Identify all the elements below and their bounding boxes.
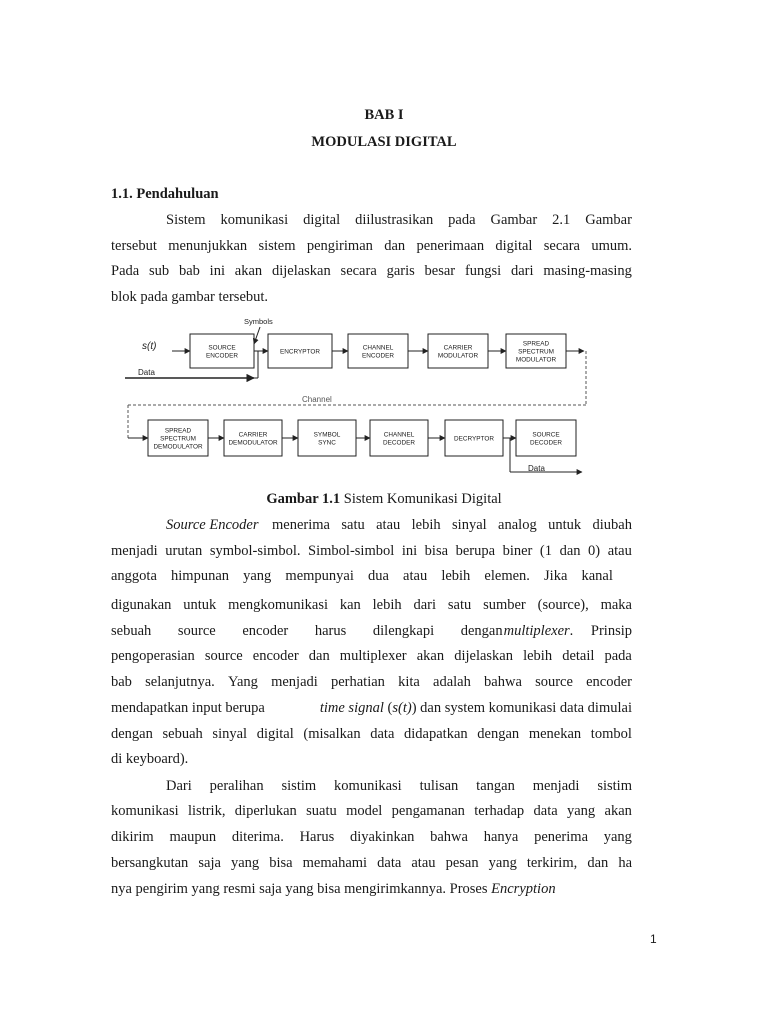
word: 0) bbox=[588, 543, 601, 559]
word: lebih bbox=[372, 597, 402, 613]
block-label: SPREAD bbox=[164, 427, 192, 435]
word: penerima bbox=[534, 829, 589, 845]
word: dari bbox=[413, 597, 437, 613]
block-label: CARRIER bbox=[443, 344, 473, 352]
word: diyakinkan bbox=[349, 829, 415, 845]
word: yang bbox=[230, 855, 260, 871]
output-data-label: Data bbox=[528, 464, 545, 473]
para1-line2 bbox=[111, 237, 632, 255]
word: atau bbox=[403, 568, 428, 584]
word: pengiriman bbox=[306, 238, 373, 254]
word: sumber bbox=[483, 597, 526, 613]
word: (1 bbox=[539, 543, 553, 559]
word: digital bbox=[303, 212, 341, 228]
block-label: SOURCE bbox=[208, 344, 236, 352]
word: (misalkan bbox=[303, 726, 361, 742]
word: dijelaskan bbox=[271, 263, 331, 279]
word: saja bbox=[198, 855, 221, 871]
word: detail bbox=[562, 648, 595, 664]
word: Harus bbox=[299, 829, 335, 845]
word: sub bbox=[148, 263, 170, 279]
para2-line1-rest: menerima satu atau lebih sinyal analog untuk diubah bbox=[272, 517, 632, 533]
word: pesan bbox=[445, 855, 479, 871]
word: diterima. bbox=[231, 829, 284, 845]
word: digital bbox=[495, 238, 533, 254]
word: umum. bbox=[591, 238, 632, 254]
para1-line1 bbox=[166, 211, 632, 229]
para2-line8-post: ) dan system komunikasi data dimulai bbox=[411, 700, 632, 716]
word: kita bbox=[398, 674, 420, 690]
word: tombol bbox=[590, 726, 632, 742]
block-label: SYNC bbox=[318, 439, 336, 447]
word: symbol-simbol. bbox=[209, 543, 301, 559]
para3-line5 bbox=[111, 880, 556, 898]
para2-line10: di keyboard). bbox=[111, 751, 189, 767]
word: mengkomunikasi bbox=[228, 597, 329, 613]
block-diagram bbox=[120, 312, 600, 478]
word: model bbox=[346, 803, 383, 819]
word: fungsi bbox=[464, 263, 502, 279]
word: perhatian bbox=[330, 674, 385, 690]
chapter-title: MODULASI DIGITAL bbox=[311, 134, 457, 150]
word: digital bbox=[256, 726, 294, 742]
word: dua bbox=[368, 568, 389, 584]
para2-line5 bbox=[111, 622, 632, 640]
block-label: DECODER bbox=[530, 439, 562, 447]
word: yang bbox=[567, 803, 596, 819]
word: maupun bbox=[169, 829, 217, 845]
st-term: s(t) bbox=[392, 700, 412, 716]
multiplexer-term: multiplexer bbox=[503, 623, 570, 639]
word: pengamanan bbox=[391, 803, 465, 819]
caption-label: Gambar 1.1 bbox=[266, 491, 341, 507]
word: komunikasi bbox=[220, 212, 289, 228]
section-heading: 1.1. Pendahuluan bbox=[111, 186, 219, 202]
word: ha bbox=[618, 855, 632, 871]
word: himpunan bbox=[171, 568, 230, 584]
word: diilustrasikan bbox=[355, 212, 434, 228]
word: yang bbox=[243, 568, 272, 584]
word: masing-masing bbox=[543, 263, 632, 279]
word: selanjutnya. bbox=[145, 674, 215, 690]
block-label: DEMODULATOR bbox=[153, 443, 203, 451]
word: mempunyai bbox=[285, 568, 354, 584]
word: satu bbox=[447, 597, 472, 613]
block-label: DEMODULATOR bbox=[228, 439, 278, 447]
para3-line4 bbox=[111, 854, 632, 872]
word: digunakan bbox=[111, 597, 172, 613]
word: dan bbox=[308, 648, 330, 664]
para1-line3 bbox=[111, 262, 632, 280]
word: tersebut bbox=[111, 238, 157, 254]
word: penerimaan bbox=[416, 238, 485, 254]
chapter-label: BAB I bbox=[364, 107, 404, 123]
word: urutan bbox=[165, 543, 203, 559]
para2-line8-pre: mendapatkan input berupa bbox=[111, 700, 265, 716]
word: menjadi bbox=[111, 543, 158, 559]
word: dikirim bbox=[111, 829, 154, 845]
word: source bbox=[535, 674, 573, 690]
word: (source), bbox=[537, 597, 589, 613]
word: bisa bbox=[269, 855, 293, 871]
word: suatu bbox=[306, 803, 337, 819]
para2-line1 bbox=[166, 516, 632, 534]
input-data-label: Data bbox=[138, 368, 155, 377]
word: akan bbox=[234, 263, 263, 279]
word: secara bbox=[340, 263, 377, 279]
word: bab bbox=[111, 674, 132, 690]
word: sistem bbox=[258, 238, 296, 254]
word: diperlukan bbox=[234, 803, 297, 819]
word: bahwa bbox=[484, 674, 522, 690]
block-label: SPREAD bbox=[522, 340, 550, 348]
para2-line5-post: . Prinsip bbox=[569, 623, 632, 639]
word: Pada bbox=[111, 263, 140, 279]
word: ini bbox=[401, 543, 418, 559]
word: sebuah bbox=[162, 726, 203, 742]
word: bahwa bbox=[430, 829, 468, 845]
word: Jika bbox=[544, 568, 568, 584]
word: adalah bbox=[433, 674, 471, 690]
word: terkirim, bbox=[526, 855, 578, 871]
word: dengan bbox=[477, 726, 520, 742]
block-label: SPECTRUM bbox=[518, 348, 554, 356]
block-label: ENCRYPTOR bbox=[280, 348, 320, 356]
caption-text: Sistem Komunikasi Digital bbox=[343, 491, 502, 507]
word: Yang bbox=[227, 674, 258, 690]
word: source bbox=[204, 648, 243, 664]
word: kan bbox=[339, 597, 361, 613]
para1-line4: blok pada gambar tersebut. bbox=[111, 289, 269, 305]
word: Gambar bbox=[490, 212, 538, 228]
word: anggota bbox=[111, 568, 157, 584]
word: dijelaskan bbox=[454, 648, 513, 664]
para3-line2 bbox=[111, 802, 632, 820]
time-signal-term: time signal bbox=[319, 700, 384, 716]
word: peralihan bbox=[209, 778, 264, 794]
word: sistim bbox=[597, 778, 632, 794]
word: menjadi bbox=[532, 778, 580, 794]
word: Dari bbox=[166, 778, 192, 794]
word: bab bbox=[178, 263, 200, 279]
block-label: SPECTRUM bbox=[160, 435, 196, 443]
word: memahami bbox=[302, 855, 368, 871]
word: tangan bbox=[476, 778, 515, 794]
word: Simbol-simbol bbox=[308, 543, 395, 559]
encryption-term: Encryption bbox=[491, 881, 556, 897]
word: 2.1 bbox=[552, 212, 571, 228]
word: berupa bbox=[455, 543, 496, 559]
word: menekan bbox=[528, 726, 582, 742]
word: akan bbox=[604, 803, 632, 819]
word: kanal bbox=[581, 568, 613, 584]
word: akan bbox=[416, 648, 445, 664]
para3-line1 bbox=[166, 777, 632, 795]
word: bisa bbox=[424, 543, 449, 559]
word: listrik, bbox=[188, 803, 226, 819]
block-label: CARRIER bbox=[238, 431, 268, 439]
input-signal-label: s(t) bbox=[142, 341, 157, 352]
figure-caption bbox=[0, 491, 768, 508]
block-label: SOURCE bbox=[532, 431, 560, 439]
block-label: CHANNEL bbox=[383, 431, 415, 439]
paren-open: ( bbox=[387, 700, 393, 716]
word: data bbox=[370, 726, 395, 742]
word: besar bbox=[424, 263, 456, 279]
word: menunjukkan bbox=[168, 238, 248, 254]
channel-label: Channel bbox=[302, 395, 332, 404]
word: komunikasi bbox=[111, 803, 179, 819]
word: pada bbox=[448, 212, 476, 228]
word: terhadap bbox=[474, 803, 525, 819]
word: dari bbox=[510, 263, 534, 279]
word: elemen. bbox=[484, 568, 530, 584]
word: data bbox=[533, 803, 558, 819]
word: dan bbox=[384, 238, 406, 254]
para2-line6 bbox=[111, 647, 632, 665]
word: encoder bbox=[586, 674, 632, 690]
block-label: ENCODER bbox=[206, 352, 238, 360]
word: untuk bbox=[183, 597, 217, 613]
block-label: ENCODER bbox=[362, 352, 394, 360]
word: garis bbox=[386, 263, 415, 279]
block-label: CHANNEL bbox=[362, 344, 394, 352]
word: didapatkan bbox=[404, 726, 468, 742]
word: hanya bbox=[483, 829, 519, 845]
word: komunikasi bbox=[334, 778, 402, 794]
source-encoder-term: Source Encoder bbox=[166, 517, 259, 533]
word: biner bbox=[502, 543, 533, 559]
word: lebih bbox=[441, 568, 471, 584]
para2-line9 bbox=[111, 725, 632, 743]
block-label: SYMBOL bbox=[313, 431, 341, 439]
block-label: MODULATOR bbox=[515, 356, 557, 364]
word: dan bbox=[559, 543, 581, 559]
para2-line3 bbox=[111, 567, 613, 585]
word: maka bbox=[600, 597, 632, 613]
word: Sistem bbox=[166, 212, 206, 228]
para2-line8 bbox=[111, 699, 632, 717]
word: atau bbox=[607, 543, 632, 559]
para2-line5-pre: sebuah source encoder harus dilengkapi dengan bbox=[111, 623, 503, 639]
word: tulisan bbox=[419, 778, 459, 794]
word: multiplexer bbox=[339, 648, 407, 664]
para2-line7 bbox=[111, 673, 632, 691]
word: bersangkutan bbox=[111, 855, 189, 871]
block-label: DECRYPTOR bbox=[454, 435, 494, 443]
para2-line4 bbox=[111, 596, 632, 614]
word: encoder bbox=[252, 648, 299, 664]
word: yang bbox=[603, 829, 632, 845]
block-label: MODULATOR bbox=[437, 352, 479, 360]
word: atau bbox=[411, 855, 436, 871]
block-label: DECODER bbox=[383, 439, 415, 447]
word: sinyal bbox=[212, 726, 248, 742]
word: ini bbox=[209, 263, 225, 279]
word: yang bbox=[488, 855, 517, 871]
symbols-label: Symbols bbox=[244, 317, 273, 326]
word: menjadi bbox=[271, 674, 318, 690]
word: dan bbox=[587, 855, 609, 871]
word: secara bbox=[543, 238, 580, 254]
page-number: 1 bbox=[650, 932, 657, 946]
word: sistim bbox=[281, 778, 317, 794]
word: pada bbox=[604, 648, 632, 664]
para3-line5-pre: nya pengirim yang resmi saja yang bisa mengirimkannya. Proses bbox=[111, 881, 488, 897]
para2-line2 bbox=[111, 542, 632, 560]
para3-line3 bbox=[111, 828, 632, 846]
word: dengan bbox=[111, 726, 153, 742]
word: Gambar bbox=[585, 212, 632, 228]
word: pengoperasian bbox=[111, 648, 195, 664]
word: data bbox=[377, 855, 402, 871]
word: lebih bbox=[523, 648, 553, 664]
